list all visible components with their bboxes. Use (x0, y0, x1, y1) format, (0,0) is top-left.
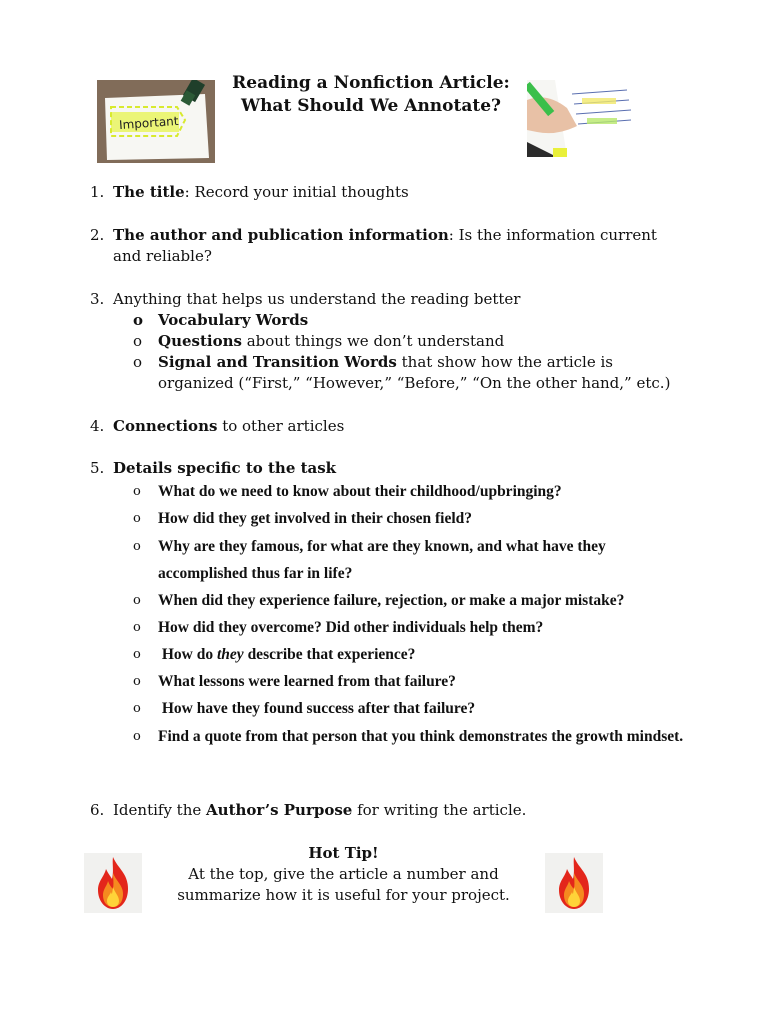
list-number: 4. (90, 417, 105, 435)
item-text: : Is the information current and reliable? (113, 226, 657, 265)
flame-icon (545, 853, 603, 913)
question-text: How do (158, 646, 217, 663)
bullet: o (133, 593, 141, 608)
sub-bold-text: Signal and Transition Words (158, 353, 397, 371)
item-bold-text: Author’s Purpose (206, 801, 353, 819)
item-text: Anything that helps us understand the reading better (113, 290, 521, 308)
question-text: Find a quote from that person that you think demonstrates the growth mindset. (158, 728, 684, 745)
bullet: o (133, 620, 141, 635)
question-emphasis: they (217, 646, 244, 663)
item-bold-text: Connections (113, 417, 218, 435)
title-line-1: Reading a Nonfiction Article: (232, 73, 510, 93)
page-title (215, 72, 527, 118)
item-text: Identify the (113, 801, 207, 819)
question-text: Why are they famous, for what are they known, and what have they accomplished thus far in life? (158, 538, 606, 582)
item-bold-text: The title (113, 183, 185, 201)
question-text: describe that experience? (243, 646, 416, 663)
bullet: o (133, 647, 141, 662)
bullet: o (133, 701, 141, 716)
question-text: How did they get involved in their chosen field? (158, 510, 473, 527)
list-number: 1. (90, 183, 105, 201)
bullet: o (133, 511, 141, 526)
bullet: o (133, 311, 144, 329)
bullet: o (133, 353, 143, 371)
sub-bold-text: Vocabulary Words (158, 311, 309, 329)
list-number: 2. (90, 226, 105, 244)
bullet: o (133, 729, 141, 744)
list-number: 6. (90, 801, 105, 819)
title-line-2: What Should We Annotate? (240, 96, 502, 116)
list-number: 5. (90, 459, 105, 477)
bullet: o (133, 539, 141, 554)
question-text: How have they found success after that failure? (158, 700, 476, 717)
hot-tip-heading: Hot Tip! (308, 844, 379, 862)
sub-text: that show how the article is organized (“First,” “However,” “Before,” “On the other hand,” etc.) (158, 353, 671, 392)
list-number: 3. (90, 290, 105, 308)
question-text: What do we need to know about their childhood/upbringing? (158, 483, 562, 500)
sub-text: about things we don’t understand (241, 332, 505, 350)
sub-bold-text: Questions (158, 332, 242, 350)
sticky-note-marker-image (97, 80, 215, 163)
hot-tip (150, 843, 537, 906)
hot-tip-line-1: At the top, give the article a number and (188, 865, 499, 883)
bullet: o (133, 332, 143, 350)
sticky-note-text: Important (118, 113, 179, 133)
flame-icon (84, 853, 142, 913)
question-text: What lessons were learned from that failure? (158, 673, 456, 690)
bullet: o (133, 674, 141, 689)
question-text: How did they overcome? Did other individuals help them? (158, 619, 544, 636)
item-text: to other articles (217, 417, 345, 435)
highlighting-hand-image (527, 80, 638, 157)
bullet: o (133, 484, 141, 499)
question-text: When did they experience failure, rejection, or make a major mistake? (158, 592, 625, 609)
item-text: for writing the article. (352, 801, 527, 819)
item-bold-text: The author and publication information (113, 226, 449, 244)
hot-tip-line-2: summarize how it is useful for your project. (177, 886, 510, 904)
item-text: : Record your initial thoughts (184, 183, 409, 201)
item-bold-text: Details specific to the task (113, 459, 337, 477)
